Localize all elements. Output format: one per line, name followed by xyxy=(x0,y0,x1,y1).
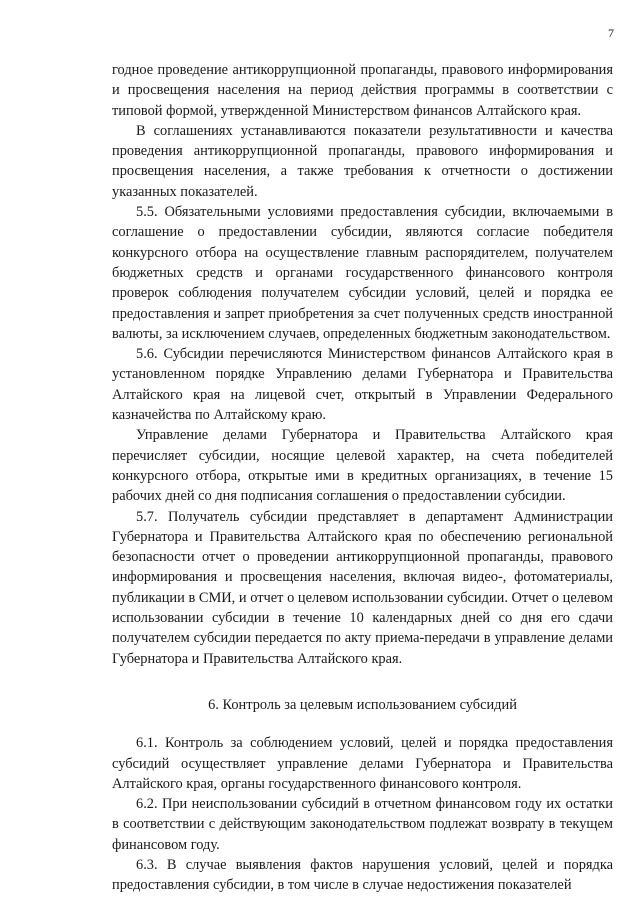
paragraph-6-2: 6.2. При неиспользовании субсидий в отчетном финансовом году их остатки в соответствии с действующим законодательством подлежат возврату в текущем финансовом году. xyxy=(112,796,613,853)
paragraph-transfer: Управление делами Губернатора и Правительства Алтайского края перечисляет субсидии, носящие целевой характер, на счета победителей конкурсного отбора, открытые ими в кредитных организациях, в течение 15 рабочих дней со дня подписания соглашения о предоставлении субсидии. xyxy=(112,427,613,505)
document-body xyxy=(112,60,613,896)
section-heading: 6. Контроль за целевым использованием субсидий xyxy=(208,696,517,713)
page-number: 7 xyxy=(608,26,614,40)
paragraph-continuation: годное проведение антикоррупционной пропаганды, правового информирования и просвещения населения на период действия программы в соответствии с типовой формой, утвержденной Министерством финансов Алтайского края. xyxy=(112,62,613,119)
paragraph-5-6: 5.6. Субсидии перечисляются Министерством финансов Алтайского края в установленном порядке Управлению делами Губернатора и Правительства Алтайского края на лицевой счет, открытый в Управлении Федерального казначейства по Алтайскому краю. xyxy=(112,346,613,424)
paragraph-6-1: 6.1. Контроль за соблюдением условий, целей и порядка предоставления субсидий осуществляет управление делами Губернатора и Правительства Алтайского края, органы государственного финансового контроля. xyxy=(112,735,613,792)
paragraph-6-3: 6.3. В случае выявления фактов нарушения условий, целей и порядка предоставления субсидии, в том числе в случае недостижения показателей xyxy=(112,856,613,894)
paragraph-5-7: 5.7. Получатель субсидии представляет в департамент Администрации Губернатора и Правительства Алтайского края по обеспечению региональной безопасности отчет о проведении антикоррупционной пропаганды, правового информирования и просвещения населения, включая видео-, фотоматериалы, публикации в СМИ, и отчет о целевом использовании субсидии. Отчет о целевом использовании субсидии в течение 10 календарных дней со дня его сдачи получателем субсидии передается по акту приема-передачи в управление делами Губернатора и Правительства Алтайского края. xyxy=(112,508,613,667)
paragraph-5-5: 5.5. Обязательными условиями предоставления субсидии, включаемыми в соглашение о предоставлении субсидии, являются согласие победителя конкурсного отбора на осуществление главным распорядителем, получателем бюджетных средств и органами государственного финансового контроля проверок соблюдения получателем субсидии условий, целей и порядка ее предоставления и запрет приобретения за счет полученных средств иностранной валюты, за исключением случаев, определенных бюджетным законодательством. xyxy=(112,204,613,342)
paragraph-agreements: В соглашениях устанавливаются показатели результативности и качества проведения антикоррупционной пропаганды, правового информирования и просвещения населения, а также требования к отчетности о достижении указанных показателей. xyxy=(112,122,613,200)
